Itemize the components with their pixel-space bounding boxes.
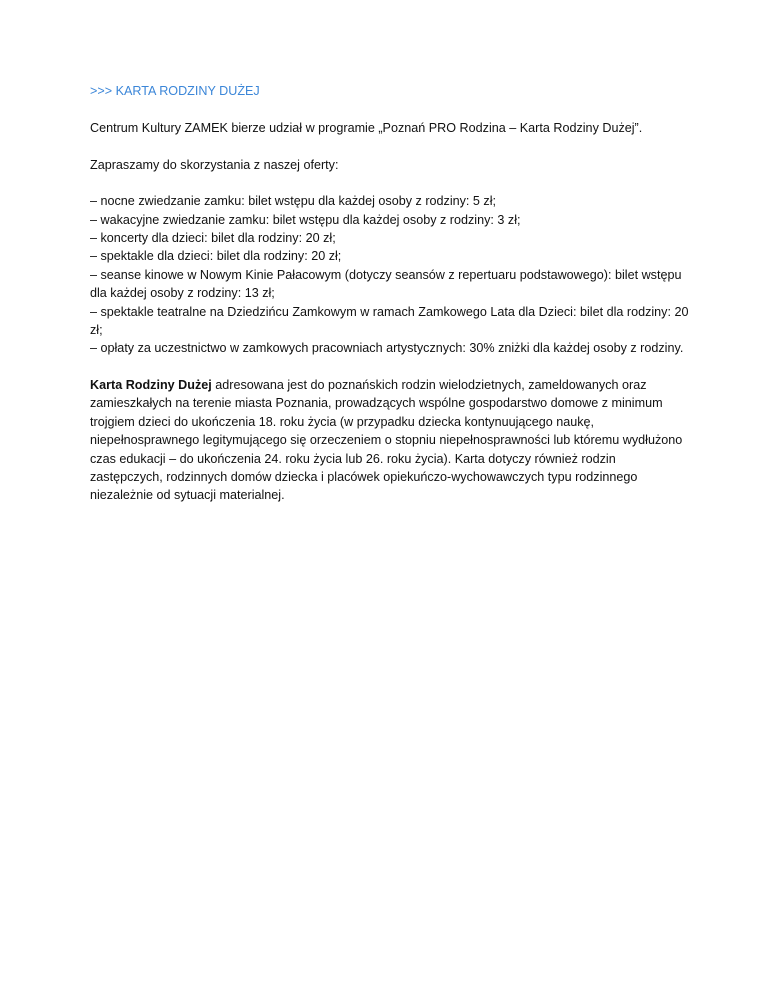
offer-item: – wakacyjne zwiedzanie zamku: bilet wstępu dla każdej osoby z rodziny: 3 zł;: [90, 212, 521, 227]
offer-item: – spektakle dla dzieci: bilet dla rodziny: 20 zł;: [90, 249, 342, 264]
offer-item: – koncerty dla dzieci: bilet dla rodziny: 20 zł;: [90, 231, 336, 246]
invite-paragraph: Zapraszamy do skorzystania z naszej oferty:: [90, 157, 339, 172]
eligibility-bold-term: Karta Rodziny Dużej: [90, 377, 212, 392]
intro-paragraph: Centrum Kultury ZAMEK bierze udział w programie „Poznań PRO Rodzina – Karta Rodziny Dużej”.: [90, 121, 643, 136]
offer-item: – nocne zwiedzanie zamku: bilet wstępu dla każdej osoby z rodziny: 5 zł;: [90, 194, 497, 209]
offer-list: [90, 192, 690, 358]
eligibility-paragraph: [90, 376, 690, 505]
offer-item: – seanse kinowe w Nowym Kinie Pałacowym (dotyczy seansów z repertuaru podstawowego): bilet wstępu dla każdej osoby z rodziny: 13 zł;: [90, 267, 682, 301]
offer-item: – spektakle teatralne na Dziedzińcu Zamkowym w ramach Zamkowego Lata dla Dzieci: bilet dla rodziny: 20 zł;: [90, 304, 689, 338]
document-body: [90, 82, 690, 523]
eligibility-text: adresowana jest do poznańskich rodzin wielodzietnych, zameldowanych oraz zamieszkałych na terenie miasta Poznania, prowadzących wspólne gospodarstwo domowe z minimum trojgiem dzieci do ukończenia 18. roku życia (w przypadku dziecka kontynuującego naukę, niepełnosprawnego legitymującego się orzeczeniem o stopniu niepełnosprawności lub któremu wydłużono czas edukacji – do ukończenia 24. roku życia lub 26. roku życia). Karta dotyczy również rodzin zastępczych, rodzinnych domów dziecka i placówek opiekuńczo-wychowawczych typu rodzinnego niezależnie od sytuacji materialnej.: [90, 377, 683, 503]
offer-item: – opłaty za uczestnictwo w zamkowych pracowniach artystycznych: 30% zniżki dla każdej osoby z rodziny.: [90, 341, 684, 356]
karta-rodziny-heading-link[interactable]: >>> KARTA RODZINY DUŻEJ: [90, 84, 260, 98]
